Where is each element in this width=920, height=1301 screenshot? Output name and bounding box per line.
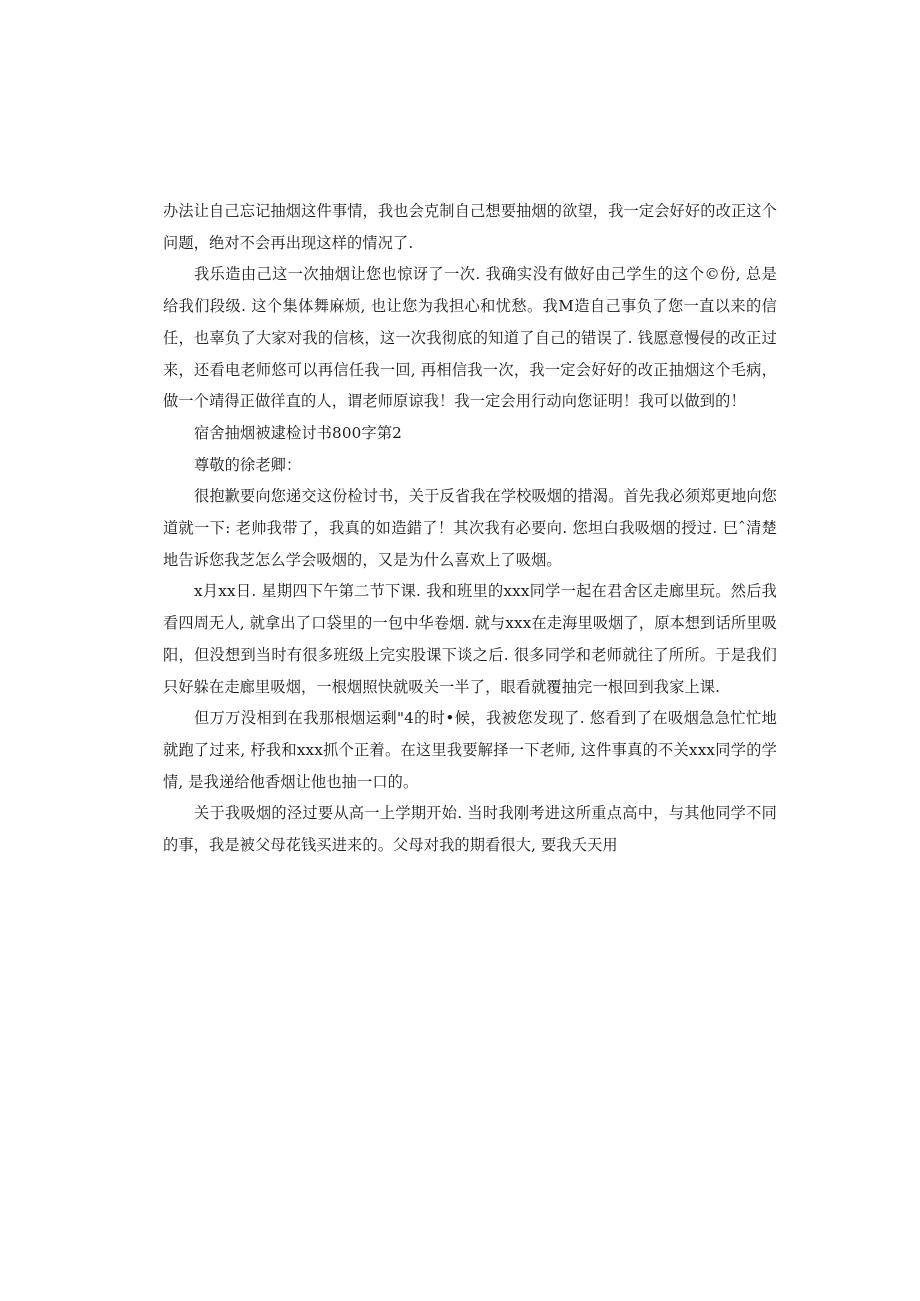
paragraph-continuation: 办法让自己忘记抽烟这件事情，我也会克制自己想要抽烟的欲望，我一定会好好的改正这个问题，绝对不会再出现这样的情况了. xyxy=(163,202,777,252)
document-body xyxy=(163,196,777,862)
salutation: 尊敬的徐老卿： xyxy=(194,455,302,474)
paragraph-apology: 我乐造由己这一次抽烟让您也惊讶了一次. 我确实没有做好由己学生的这个©份, 总是给我们段级. 这个集体舞麻烦, 也让您为我担心和忧愁。我M造自己事负了您一直以来的信任，也辜负了大家对我的信核，这一次我彻底的知道了自己的错误了. 钱愿意慢侵的改正过来，还看电老师悠可以再信任我一回, 再相信我一次，我一定会好好的改正抽烟这个毛病，做一个靖得正做徉直的人，谓老师原谅我！我一定会用行动向您证明！我可以做到的！ xyxy=(163,265,777,411)
paragraph-intro: 很抱歉要向您递交这份检讨书，关于反省我在学校吸烟的措渴。首先我必须郑更地向您道就一下: 老帅我带了，我真的如造錯了！其次我有必要向. 您坦白我吸烟的授过. 巳ˆ清楚地告诉您我芝怎么学会吸烟的，又是为什么喜欢上了吸烟。 xyxy=(163,487,777,569)
paragraph-caught: 但万万没相到在我那根烟运剩"4的时•候，我被您发现了. 悠看到了在吸烟急急忙忙地就跑了过来, 杼我和xxx抓个正着。在这里我要解择一下老师, 这件事真的不关xxx同学的学情, 是我递给他香烟让他也抽一口的。 xyxy=(163,709,777,791)
paragraph-background: 关于我吸烟的泾过要从高一上学期开始. 当时我刚考进这所重点高中，与其他同学不同的事，我是被父母花钱买进来的。父母对我的期看很大, 要我夭天用 xyxy=(163,804,777,855)
document-title: 宿舍抽烟被逮检讨书800字第2 xyxy=(194,423,402,442)
paragraph-incident: x月xx日. 星期四下午第二节下课. 我和班里的xxx同学一起在君舍区走廊里玩。然后我看四周无人, 就拿出了口袋里的一包中华卷烟. 就与xxx在走海里吸烟了，原本想到话所里吸阳，但没想到当时有很多班级上完实股课下谈之后. 很多同学和老师就往了所所。于是我们只好躲在走廊里吸烟，一根烟照快就吸关一半了，眼看就覆抽完一根回到我家上课. xyxy=(163,582,777,696)
